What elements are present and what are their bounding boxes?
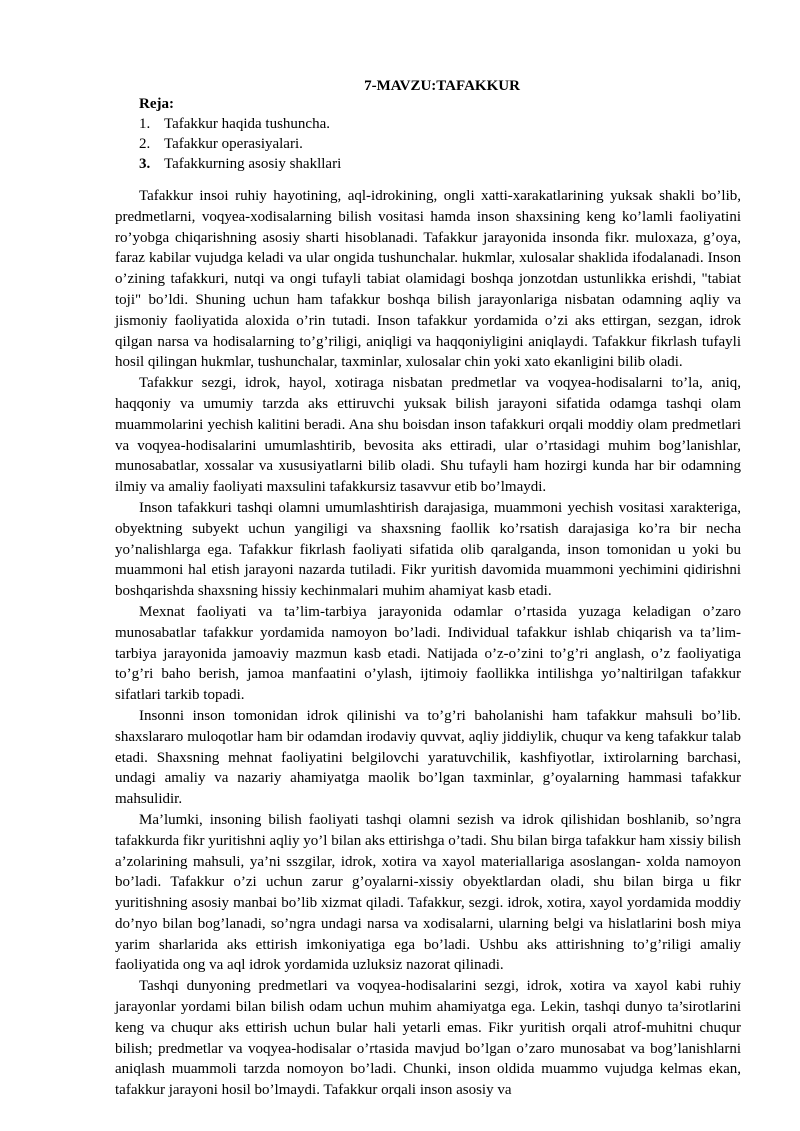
paragraph: Tafakkur sezgi, idrok, hayol, xotiraga nisbatan predmetlar va voqyea-hodisalarni to’la, aniq, haqqoniy va umumiy tarzda aks ettiruvchi yuksak bilish jarayoni sifatida odamga tashqi olam muammolarini yechish kalitini beradi. Ana shu boisdan inson tafakkuri orqali moddiy olam predmetlari va voqyea-hodisalarini umumlashtirib, bevosita aks ettiradi, ular o’rtasidagi muhim bog’lanishlar, munosabatlar, xossalar va xususiyatlarni bilib oladi. Shu tufayli ham hozirgi kunda har bir odamning ilmiy va amaliy faoliyati maxsulini tafakkursiz tasavvur etib bo’lmaydi. bbox=[115, 375, 741, 496]
paragraph: Ma’lumki, insoning bilish faoliyati tashqi olamni sezish va idrok qilishidan boshlanib, so’ngra tafakkurda fikr yuritishni aqliy yo’l bilan aks ettirishga o’tadi. Shu bilan birga tafakkur ham xissiy bilish a’zolarining mahsuli, ya’ni sszgilar, idrok, xotira va xayol materiallariga asoslangan- xolda namoyon bo’ladi. Tafakkur o’zi uchun zarur g’oyalarni-xissiy obyektlardan oladi, shu bilan birga u fikr yuritishning asosiy manbai bo’lib xizmat qiladi. Tafakkur, sezgi. idrok, xotira, xayol yordamida moddiy do’nyo bilan bog’lanadi, so’ngra undagi narsa va xodisalarni, ularning belgi va hislatlarini bosh miya yarim sharlarida aks ettirish imkoniyatiga ega bo’ladi. Ushbu aks attirishning to’g’riligi amaliy faoliyatida ong va aql idrok yordamida uzluksiz nazorat qilinadi. bbox=[115, 811, 742, 974]
plan-item-number: 3. bbox=[139, 156, 151, 172]
plan-item bbox=[139, 134, 639, 154]
body-text bbox=[115, 186, 741, 1101]
paragraph: Tashqi dunyoning predmetlari va voqyea-hodisalarini sezgi, idrok, xotira va xayol kabi ruhiy jarayonlar yordami bilan bilish odam uchun muhim ahamiyatga ega. Lekin, tashqi dunyo ta’sirotlarini keng va chuqur aks ettirish uchun bular hali yetarli emas. Fikr yuritish orqali atrof-muhitni chuqur bilish; predmetlar va voqyea-hodisalar o’rtasida mavjud bo’lgan o’zaro munosabat va bog’lanishlarni aniqlash muammoli tarzda nomoyon bo’ladi. Chunki, inson oldida muammo vujudga kelmas ekan, tafakkur jarayoni hosil bo’lmaydi. Tafakkur orqali inson asosiy va bbox=[115, 978, 741, 1099]
paragraph: Insonni inson tomonidan idrok qilinishi va to’g’ri baholanishi ham tafakkur mahsuli bo’lib. shaxslararo muloqotlar ham bir odamdan irodaviy quvvat, aqliy jiddiylik, chuqur va keng tafakkur talab etadi. Shaxsning mehnat faoliyatini belgilovchi yaratuvchilik, kashfiyotlar, ixtirolarning barchasi, undagi amaliy va nazariy ahamiyatga maolik bo’lgan taxminlar, g’oyalarning hammasi tafakkur mahsulidir. bbox=[115, 707, 741, 808]
plan-item-text: Tafakkurning asosiy shakllari bbox=[164, 156, 342, 172]
paragraph: Inson tafakkuri tashqi olamni umumlashtirish darajasiga, muammoni yechish vositasi xarakteriga, obyektning subyekt uchun yangiligi va shaxsning faollik ko’rsatish darajasiga ko’ra bir necha yo’nalishlarga ega. Tafakkur fikrlash faoliyati sifatida olib qaralganda, inson tomonidan u yoki bu muammoni hal etish jarayoni nazarda tutiladi. Fikr yuritish davomida muammoni yechimini qidirishni boshqarishda shaxsning hissiy kechinmalari muhim ahamiyat kasb etadi. bbox=[115, 499, 741, 600]
plan-item-number: 2. bbox=[139, 136, 151, 152]
paragraph: Tafakkur insoi ruhiy hayotining, aql-idrokining, ongli xatti-xarakatlarining yuksak shakli bo’lib, predmetlarni, voqyea-xodisalarning bilish vositasi hamda inson shaxsining keng ko’lamli faoliyatini ro’yobga chiqarishning asosiy sharti hisoblanadi. Tafakkur jarayonida insonda fikr. muloxaza, g’oya, faraz kabilar vujudga keladi va ular ongida tushunchalar. hukmlar, xulosalar shaklida ifodalanadi. Inson o’zining tafakkuri, nutqi va ongi tufayli tabiat olamidagi boshqa jonzotdan ustunlikka erishdi, "tabiat toji" bo’ldi. Shuning uchun ham tafakkur boshqa bilish jarayonlariga nisbatan odamning aqliy va jismoniy faoliyatida aloxida o’rin tutadi. Inson tafakkur yordamida o’zi aks ettirgan, sezgan, idrok qilgan narsa va hodisalarning to’g’riligi, aniqligi va haqqoniyligini aniqlaydi. Tafakkur fikrlash tufayli hosil qilingan hukmlar, tushunchalar, taxminlar, xulosalar chin yoki xato ekanligini bilib oladi. bbox=[115, 188, 741, 371]
plan-item bbox=[139, 114, 639, 134]
plan-section bbox=[139, 94, 639, 174]
plan-list bbox=[139, 114, 639, 174]
plan-heading: Reja: bbox=[139, 96, 174, 112]
plan-item bbox=[139, 154, 639, 174]
plan-item-number: 1. bbox=[139, 116, 151, 132]
plan-item-text: Tafakkur haqida tushuncha. bbox=[164, 116, 330, 132]
paragraph: Mexnat faoliyati va ta’lim-tarbiya jarayonida odamlar o’rtasida yuzaga keladigan o’zaro munosabatlar tafakkur yordamida namoyon bo’ladi. Individual tafakkur ishlab chiqarish va ta’lim-tarbiya jarayonida jamoaviy mazmun kasb etadi. Natijada o’z-o’zini to’g’ri anglash, o’z faoliyatiga to’g’ri baho berish, jamoa manfaatini o’ylash, ijtimoiy faollikka intilishga yo’naltirilgan tafakkur sifatlari tarkib topadi. bbox=[115, 603, 741, 704]
plan-item-text: Tafakkur operasiyalari. bbox=[164, 136, 303, 152]
document-title: 7-MAVZU:TAFAKKUR bbox=[364, 78, 520, 94]
